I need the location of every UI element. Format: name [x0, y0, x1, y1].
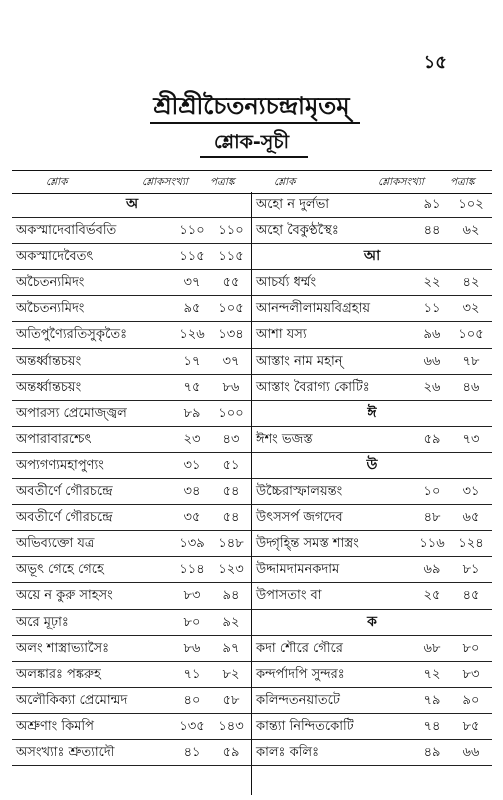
verse-text: উৎসসর্প জগদেব: [256, 510, 343, 526]
table-row: [12, 244, 252, 270]
table-row: [12, 714, 252, 740]
section-letter: ঈ: [367, 404, 377, 421]
verse-text: অচৈতন্যমিদং: [16, 301, 85, 317]
page-number-cell: ৯০: [462, 692, 480, 708]
verse-text: অবতীর্ণে গৌরচন্দ্রে: [16, 510, 113, 526]
verse-number: ২৩: [183, 431, 201, 447]
section-letter-row: [12, 192, 252, 218]
table-row: [12, 270, 252, 296]
section-letter-row: [252, 401, 492, 427]
verse-number: ২৬: [423, 379, 441, 395]
table-row: [252, 583, 492, 609]
verse-text: অন্তর্ধ্বান্তচয়ং: [16, 379, 82, 395]
section-letter: ক: [367, 613, 377, 630]
table-row: [252, 662, 492, 688]
section-letter-row: [252, 453, 492, 479]
verse-text: অসংখ্যাঃ শ্রুত্যাদৌ: [16, 744, 115, 760]
verse-text: অপারস্য প্রেমোজ্জ্বল: [16, 405, 127, 421]
table-row: [12, 740, 252, 766]
verse-text: কান্ত্যা নিন্দিতকোটি: [256, 718, 354, 734]
verse-text: আনন্দলীলাময়বিগ্রহায়: [256, 301, 371, 317]
page-number-cell: ৫১: [222, 457, 240, 473]
page-number-cell: ৪২: [462, 275, 480, 291]
page-number-cell: ১১০: [218, 223, 244, 239]
page-number-cell: ৯২: [222, 614, 240, 630]
header-left-sloka: শ্লোক: [46, 176, 68, 188]
page-number-cell: ৯৪: [222, 588, 240, 604]
table-row: [12, 531, 252, 557]
verse-number: ১৩৯: [179, 536, 205, 552]
page-number-cell: ১৪৩: [218, 718, 244, 734]
table-row: [12, 427, 252, 453]
subtitle-underline: [200, 156, 308, 158]
verse-text: অপ্যগণ্যমহাপুণ্যং: [16, 457, 104, 473]
table-row: [12, 218, 252, 244]
page-number-cell: ১২৪: [458, 536, 484, 552]
table-row: [12, 322, 252, 348]
verse-number: ৯৬: [423, 327, 441, 343]
page-number-cell: ৬২: [462, 223, 480, 239]
verse-text: অচৈতন্যমিদং: [16, 275, 85, 291]
table-row: [252, 531, 492, 557]
page-number: ১৫: [423, 52, 447, 73]
page-number-cell: ৮৬: [222, 379, 240, 395]
verse-number: ১০: [423, 484, 441, 500]
verse-number: ৪০: [183, 692, 201, 708]
table-row: [252, 270, 492, 296]
page-title: শ্রীশ্রীচৈতন্যচন্দ্রামৃতম্: [153, 92, 350, 120]
verse-number: ৮৩: [183, 588, 201, 604]
header-right-number: শ্লোকসংখ্যা: [378, 176, 424, 188]
verse-text: আস্তাং নাম মহান্: [256, 353, 343, 369]
verse-text: অলৌকিক্যা প্রেমোন্মদ: [16, 692, 128, 708]
section-letter-row: [252, 244, 492, 270]
verse-number: ৬৯: [423, 562, 441, 578]
page-number-cell: ৮৩: [462, 666, 480, 682]
verse-number: ৯১: [423, 197, 441, 212]
verse-text: অভিব্যক্তো যত্র: [16, 536, 95, 552]
page-number-cell: ১০৫: [218, 301, 244, 317]
page-number-cell: ৫৯: [222, 744, 240, 760]
left-column: [12, 192, 252, 766]
table-row: [252, 714, 492, 740]
verse-number: ৭১: [183, 666, 201, 682]
page-number-cell: ৫৮: [222, 692, 240, 708]
page-number-cell: ১০০: [218, 405, 244, 421]
verse-text: আচর্য্য ধর্ম্মং: [256, 275, 317, 291]
verse-number: ১২৬: [179, 327, 205, 343]
table-row: [12, 349, 252, 375]
table-row: [252, 479, 492, 505]
table-row: [252, 192, 492, 218]
verse-number: ৭৫: [183, 379, 201, 395]
table-row: [252, 557, 492, 583]
verse-number: ৭২: [423, 666, 441, 682]
verse-number: ৬৮: [423, 640, 441, 656]
verse-text: অশ্রুণাং কিমপি: [16, 718, 94, 734]
page-number-cell: ৮২: [222, 666, 240, 682]
table-row: [12, 662, 252, 688]
verse-number: ১১০: [179, 223, 205, 239]
verse-text: অলং শাস্ত্রাভ্যাসৈঃ: [16, 640, 110, 656]
page-number-cell: ১০৫: [458, 327, 484, 343]
table-row: [252, 427, 492, 453]
verse-text: অভূৎ গেহে গেহে: [16, 562, 104, 578]
page-number-cell: ৮১: [462, 562, 480, 578]
page-number-cell: ৮০: [462, 640, 480, 656]
table-row: [252, 636, 492, 662]
table-row: [12, 583, 252, 609]
page-number-cell: ৯৭: [222, 640, 240, 656]
table-row: [12, 453, 252, 479]
verse-number: ১১৬: [419, 536, 445, 552]
verse-number: ৬৬: [423, 353, 441, 369]
page-number-cell: ৩১: [462, 484, 480, 500]
verse-text: অলঙ্কারঃ পঙ্করুহ: [16, 666, 101, 682]
verse-number: ১১৫: [179, 249, 205, 265]
verse-text: উদ্গৃহ্ন্তি সমস্ত শাস্ত্রং: [256, 536, 359, 552]
verse-number: ৭৪: [423, 718, 441, 734]
section-letter-row: [252, 610, 492, 636]
table-row: [12, 296, 252, 322]
table-row: [12, 557, 252, 583]
page-number-cell: ১০২: [458, 197, 484, 212]
verse-number: ৫৯: [423, 431, 441, 447]
section-letter: উ: [366, 456, 378, 473]
table-header: [12, 170, 492, 194]
verse-number: ২৫: [423, 588, 441, 604]
verse-text: অবতীর্ণে গৌরচন্দ্রে: [16, 484, 113, 500]
table-row: [252, 688, 492, 714]
section-letter: আ: [363, 248, 381, 265]
table-row: [12, 375, 252, 401]
table-row: [252, 322, 492, 348]
verse-number: ৯৫: [183, 301, 201, 317]
page-number-cell: ৪৫: [462, 588, 480, 604]
page-number-cell: ৮৫: [462, 718, 480, 734]
section-subtitle: শ্লোক-সূচী: [213, 131, 290, 153]
verse-text: ঈশং ভজস্ত: [256, 431, 313, 447]
page-number-cell: ৭৩: [462, 431, 480, 447]
verse-text: কদা শৌরে গৌরে: [256, 640, 343, 656]
page-number-cell: ১২৩: [218, 562, 244, 578]
page-number-cell: ১১৫: [218, 249, 244, 265]
verse-text: আশা যস্য: [256, 327, 307, 343]
verse-number: ৮৯: [183, 405, 201, 421]
table-row: [12, 479, 252, 505]
table-row: [252, 505, 492, 531]
table-row: [12, 610, 252, 636]
table-row: [12, 688, 252, 714]
verse-number: ৪৮: [423, 510, 441, 526]
verse-number: ৩৪: [183, 484, 201, 500]
header-left-page: পত্রাঙ্ক: [210, 176, 235, 188]
verse-text: কালঃ কলিঃ: [256, 744, 320, 760]
verse-text: কলিন্দতনয়াতটে: [256, 692, 340, 708]
table-row: [252, 375, 492, 401]
verse-number: ৪৪: [423, 223, 441, 239]
verse-text: কন্দর্পাদপি সুন্দরঃ: [256, 666, 345, 682]
verse-text: উপাসতাং বা: [256, 588, 322, 604]
page-number-cell: ৭৮: [462, 353, 480, 369]
page-number-cell: ৪৬: [462, 379, 480, 395]
section-letter: অ: [125, 196, 139, 212]
verse-number: ৩১: [183, 457, 201, 473]
verse-number: ৮৬: [183, 640, 201, 656]
title-underline: [150, 122, 360, 124]
page-number-cell: ৫৪: [222, 484, 240, 500]
page-number-cell: ৫৫: [222, 275, 240, 291]
page-number-cell: ৩২: [462, 301, 480, 317]
verse-number: ৪৯: [423, 744, 441, 760]
verse-text: অতিপুণ্যৈরতিসুকৃতৈঃ: [16, 327, 128, 343]
verse-text: অহো ন দুর্লভা: [256, 197, 330, 212]
table-row: [252, 296, 492, 322]
verse-text: অরে মূঢ়াঃ: [16, 614, 69, 630]
verse-number: ৮০: [183, 614, 201, 630]
sloka-index-table: [12, 192, 492, 795]
right-column: [252, 192, 492, 766]
table-row: [252, 349, 492, 375]
page-number-cell: ৬৫: [462, 510, 480, 526]
verse-number: ১৩৫: [179, 718, 205, 734]
verse-text: উচ্চৈরাস্ফালয়ন্তং: [256, 484, 343, 500]
table-row: [12, 505, 252, 531]
table-row: [252, 218, 492, 244]
verse-number: ১৭: [183, 353, 201, 369]
verse-text: অয়ে ন কুরু সাহসং: [16, 588, 113, 604]
verse-number: ১১৪: [179, 562, 205, 578]
page-number-cell: ১৩৪: [218, 327, 244, 343]
table-row: [252, 740, 492, 766]
verse-text: অপারাবারশ্চেৎ: [16, 431, 92, 447]
header-right-sloka: শ্লোক: [274, 176, 296, 188]
verse-text: উদ্দামদামনকদাম: [256, 562, 340, 578]
verse-number: ৭৯: [423, 692, 441, 708]
page-number-cell: ৫৪: [222, 510, 240, 526]
verse-number: ৪১: [183, 744, 201, 760]
verse-text: অকস্মাদেবৈতৎ: [16, 249, 94, 265]
table-row: [12, 636, 252, 662]
page-number-cell: ৬৬: [462, 744, 480, 760]
verse-text: অহো বৈকুণ্ঠস্থৈঃ: [256, 223, 339, 239]
verse-text: অন্তর্ধ্বান্তচয়ং: [16, 353, 82, 369]
verse-number: ২২: [423, 275, 441, 291]
header-right-page: পত্রাঙ্ক: [450, 176, 475, 188]
table-row: [12, 401, 252, 427]
page-number-cell: ৪৩: [222, 431, 240, 447]
verse-text: আস্তাং বৈরাগ্য কোটিঃ: [256, 379, 370, 395]
page-number-cell: ১৪৮: [218, 536, 244, 552]
header-left-number: শ্লোকসংখ্যা: [142, 176, 188, 188]
verse-number: ৩৭: [183, 275, 201, 291]
verse-number: ১১: [423, 301, 441, 317]
verse-text: অকস্মাদেবাবির্ভবতি: [16, 223, 117, 239]
page-number-cell: ৩৭: [222, 353, 240, 369]
verse-number: ৩৫: [183, 510, 201, 526]
